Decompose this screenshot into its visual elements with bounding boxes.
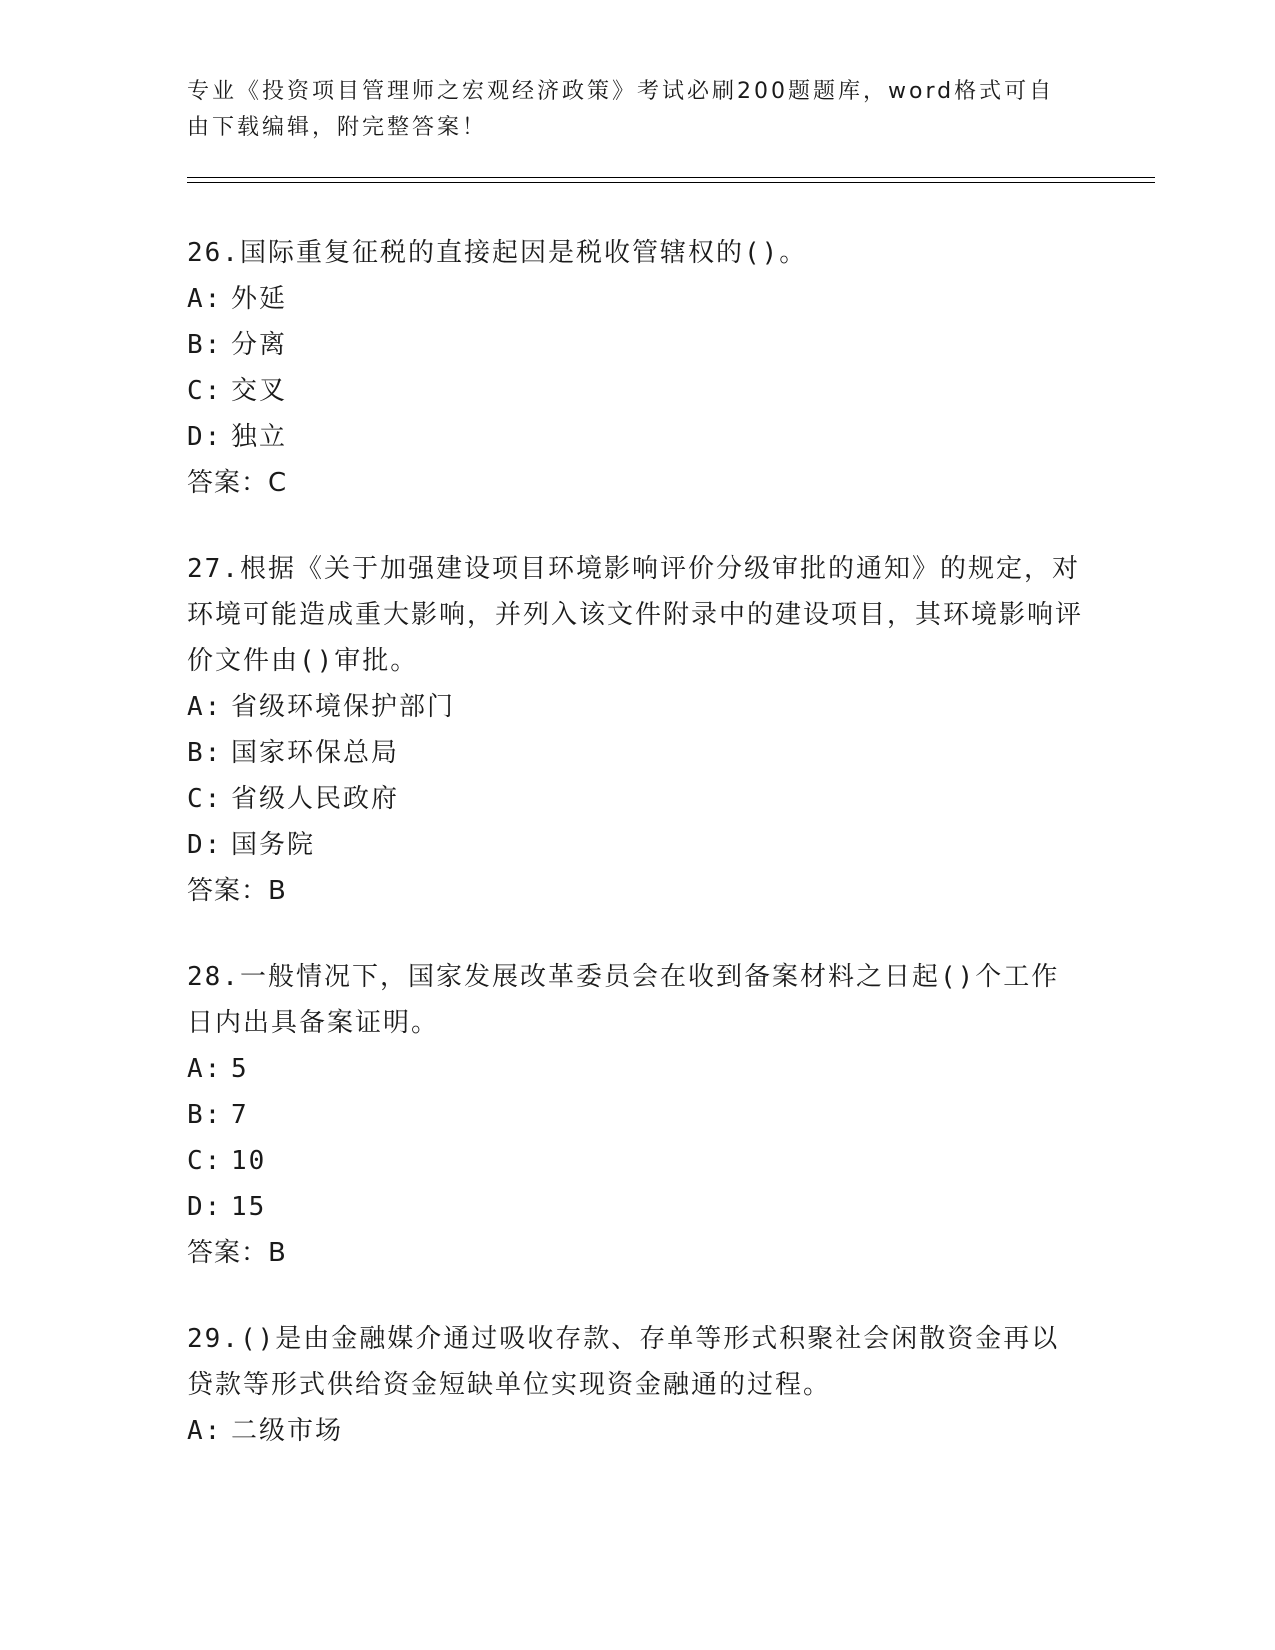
option-a: [187, 1408, 1087, 1454]
option-letter: A:: [187, 1416, 223, 1446]
header-rule-bottom: [187, 182, 1155, 183]
option-d: [187, 414, 1087, 460]
option-text: 5: [231, 1054, 249, 1084]
option-c: [187, 368, 1087, 414]
option-text: 10: [231, 1146, 267, 1176]
question-stem: 27.根据《关于加强建设项目环境影响评价分级审批的通知》的规定，对环境可能造成重大影响，并列入该文件附录中的建设项目，其环境影响评价文件由()审批。: [187, 554, 1084, 676]
option-letter: B:: [187, 738, 223, 768]
option-letter: A:: [187, 692, 223, 722]
option-text: 分离: [231, 330, 288, 360]
option-text: 独立: [231, 422, 288, 452]
question-27: [187, 546, 1087, 914]
option-text: 省级环境保护部门: [231, 692, 456, 722]
option-a: [187, 684, 1087, 730]
question-stem: 26.国际重复征税的直接起因是税收管辖权的()。: [187, 238, 808, 268]
option-a: [187, 1046, 1087, 1092]
question-list: [187, 230, 1087, 1494]
option-letter: C:: [187, 1146, 223, 1176]
option-text: 外延: [231, 284, 288, 314]
answer-line: 答案：B: [187, 1238, 287, 1268]
option-letter: B:: [187, 330, 223, 360]
option-text: 二级市场: [231, 1416, 344, 1446]
option-letter: A:: [187, 1054, 223, 1084]
option-text: 交叉: [231, 376, 288, 406]
option-letter: B:: [187, 1100, 223, 1130]
document-header: 专业《投资项目管理师之宏观经济政策》考试必刷200题题库，word格式可自由下载编辑，附完整答案！: [187, 79, 1055, 140]
option-a: [187, 276, 1087, 322]
option-letter: D:: [187, 830, 223, 860]
option-d: [187, 1184, 1087, 1230]
answer-line: 答案：B: [187, 876, 287, 906]
question-stem: 28.一般情况下，国家发展改革委员会在收到备案材料之日起()个工作日内出具备案证明。: [187, 962, 1060, 1038]
option-text: 15: [231, 1192, 267, 1222]
option-text: 省级人民政府: [231, 784, 400, 814]
option-c: [187, 776, 1087, 822]
option-letter: D:: [187, 1192, 223, 1222]
answer-line: 答案：C: [187, 468, 288, 498]
option-letter: A:: [187, 284, 223, 314]
option-letter: C:: [187, 376, 223, 406]
option-text: 国务院: [231, 830, 316, 860]
question-28: [187, 954, 1087, 1276]
option-b: [187, 322, 1087, 368]
option-text: 7: [231, 1100, 249, 1130]
option-letter: D:: [187, 422, 223, 452]
question-26: [187, 230, 1087, 506]
option-c: [187, 1138, 1087, 1184]
option-letter: C:: [187, 784, 223, 814]
header-rule-top: [187, 177, 1155, 178]
question-stem: 29.()是由金融媒介通过吸收存款、存单等形式积聚社会闲散资金再以贷款等形式供给资金短缺单位实现资金融通的过程。: [187, 1324, 1060, 1400]
option-d: [187, 822, 1087, 868]
option-b: [187, 1092, 1087, 1138]
option-b: [187, 730, 1087, 776]
question-29: [187, 1316, 1087, 1454]
option-text: 国家环保总局: [231, 738, 400, 768]
